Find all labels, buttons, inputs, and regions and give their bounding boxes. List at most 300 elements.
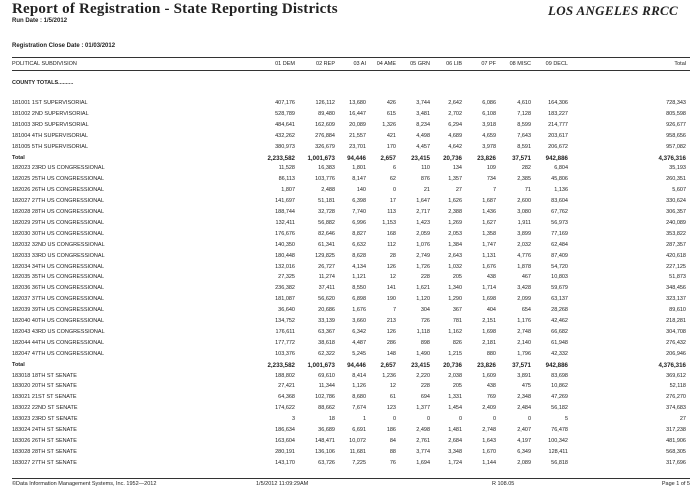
column-header-c1: 01 DEM [275, 61, 295, 67]
row-value: 467 [521, 274, 531, 281]
row-value: 781 [452, 318, 462, 324]
row-value: 1,290 [448, 296, 462, 303]
row-value: 4,776 [517, 252, 531, 259]
row-value: 1,726 [416, 263, 430, 270]
row-value: 0 [527, 416, 531, 423]
row-value: 5,607 [672, 187, 686, 194]
table-row [12, 187, 690, 196]
row-value: 2,409 [482, 405, 496, 412]
row-value: 1,698 [482, 328, 496, 335]
row-value: 369,612 [666, 372, 686, 379]
row-value: 1,032 [448, 263, 462, 270]
row-value: 8,628 [352, 252, 366, 259]
row-value: 63,726 [318, 459, 335, 466]
row-value: 26,727 [318, 263, 335, 270]
row-value: 4,376,316 [658, 154, 686, 162]
row-value: 276,270 [666, 394, 686, 401]
row-value: 61,341 [318, 241, 335, 248]
row-value: 103,776 [315, 176, 335, 183]
row-value: 1,698 [482, 296, 496, 303]
row-value: 11,344 [318, 383, 335, 390]
row-value: 20,736 [443, 154, 462, 162]
footer-report-id: R 108.05 [492, 481, 515, 487]
table-row [12, 165, 690, 174]
row-value: 317,696 [666, 459, 686, 466]
row-value: 6,108 [482, 110, 496, 117]
organization-name: LOS ANGELES RRCC [547, 3, 678, 18]
row-label: 182036 36TH US CONGRESSIONAL [12, 285, 105, 292]
row-value: 1,340 [448, 285, 462, 292]
table-row [12, 329, 690, 338]
row-value: 2,761 [416, 437, 430, 444]
row-label: 183022 22ND ST SENATE [12, 405, 78, 412]
row-value: 3,891 [517, 372, 531, 379]
row-value: 62,484 [551, 241, 568, 248]
row-value: 190 [386, 296, 396, 303]
row-value: 10,862 [551, 383, 568, 390]
row-value: 942,886 [545, 361, 568, 369]
row-value: 957,082 [666, 143, 686, 150]
row-value: 136,106 [315, 448, 335, 455]
row-value: 282 [521, 165, 531, 172]
table-row [12, 285, 690, 294]
row-value: 69,610 [318, 372, 335, 379]
report-title: Report of Registration - State Reporting Districts [12, 1, 338, 17]
row-value: 218,281 [666, 318, 686, 324]
row-label: 182025 25TH US CONGRESSIONAL [12, 176, 105, 183]
row-value: 694 [420, 394, 430, 401]
row-value: 42,332 [551, 350, 568, 357]
row-label: 183023 23RD ST SENATE [12, 416, 78, 423]
row-value: 1,326 [382, 121, 396, 128]
row-value: 0 [392, 187, 396, 194]
row-value: 1,118 [416, 328, 430, 335]
row-value: 4,642 [448, 143, 462, 150]
row-value: 1,153 [382, 219, 396, 226]
row-value: 2,717 [416, 209, 430, 215]
row-value: 2,220 [416, 372, 430, 379]
close-date-value: 01/03/2012 [85, 43, 116, 49]
row-label: 181005 5TH SUPERVISORIAL [12, 143, 89, 150]
row-value: 481,906 [666, 437, 686, 444]
row-value: 23,415 [411, 154, 430, 162]
row-value: 128,411 [548, 448, 568, 455]
row-value: 484,641 [275, 121, 295, 128]
row-value: 177,772 [275, 339, 295, 346]
row-value: 1,236 [382, 372, 396, 379]
row-value: 1,621 [416, 285, 430, 292]
row-value: 769 [486, 394, 496, 401]
row-value: 280,191 [275, 448, 295, 455]
row-value: 27 [679, 416, 686, 423]
row-label: 182029 29TH US CONGRESSIONAL [12, 219, 105, 226]
row-label: 182035 35TH US CONGRESSIONAL [12, 274, 105, 281]
row-value: 66,682 [551, 328, 568, 335]
row-value: 4,498 [416, 132, 430, 139]
row-value: 8,591 [517, 143, 531, 150]
row-value: 2,038 [448, 372, 462, 379]
row-value: 1,001,673 [307, 361, 335, 369]
row-value: 6,996 [352, 219, 366, 226]
row-value: 4,487 [352, 339, 366, 346]
footer-timestamp: 1/5/2012 11:09:29AM [256, 481, 309, 487]
row-value: 36,689 [318, 427, 335, 433]
table-row [12, 416, 690, 425]
row-value: 148 [386, 350, 396, 357]
row-value: 1,423 [416, 219, 430, 226]
row-value: 6,349 [517, 448, 531, 455]
row-value: 2,407 [517, 427, 531, 433]
row-value: 103,376 [275, 350, 295, 357]
row-value: 1,609 [482, 372, 496, 379]
row-value: 2,484 [517, 405, 531, 412]
row-value: 3,080 [517, 209, 531, 215]
row-label: 183020 20TH ST SENATE [12, 383, 77, 390]
row-value: 71 [524, 187, 531, 194]
row-value: 148,471 [315, 437, 335, 444]
row-value: 6,086 [482, 100, 496, 106]
row-value: 188,744 [275, 209, 295, 215]
row-value: 62 [389, 176, 396, 183]
table-row [12, 394, 690, 403]
row-value: 1,878 [517, 263, 531, 270]
row-value: 188,802 [275, 372, 295, 379]
row-value: 27,325 [278, 274, 295, 281]
row-label: 182023 23RD US CONGRESSIONAL [12, 165, 105, 172]
row-value: 4,376,316 [658, 361, 686, 369]
row-label: 182032 32ND US CONGRESSIONAL [12, 241, 105, 248]
table-row [12, 373, 690, 382]
row-value: 438 [486, 383, 496, 390]
row-label: Total [12, 361, 25, 368]
row-value: 82,646 [318, 230, 335, 237]
row-value: 102,786 [315, 394, 335, 401]
row-value: 1,676 [482, 263, 496, 270]
row-value: 63,367 [318, 328, 335, 335]
column-header-c10: Total [674, 61, 686, 67]
row-value: 16,383 [318, 165, 335, 172]
row-value: 180,448 [275, 252, 295, 259]
row-value: 176,611 [275, 328, 295, 335]
row-value: 4,134 [352, 263, 366, 270]
row-value: 3,481 [416, 110, 430, 117]
table-row [12, 383, 690, 392]
row-value: 56,882 [318, 219, 335, 226]
row-value: 1,121 [352, 274, 366, 281]
run-date-line [12, 18, 67, 24]
row-value: 380,973 [275, 143, 295, 150]
row-value: 615 [386, 110, 396, 117]
table-row [12, 351, 690, 360]
row-value: 426 [386, 100, 396, 106]
row-value: 113 [387, 209, 396, 215]
row-value: 56,620 [318, 296, 335, 303]
row-value: 8,147 [352, 176, 366, 183]
row-value: 1,694 [416, 459, 430, 466]
row-value: 63,137 [551, 296, 568, 303]
row-value: 1,001,673 [307, 154, 335, 162]
row-value: 62,322 [318, 350, 335, 357]
row-value: 404 [486, 307, 496, 314]
table-row [12, 122, 690, 131]
row-value: 2,151 [482, 318, 496, 324]
row-value: 1,215 [448, 350, 462, 357]
row-value: 17 [389, 198, 396, 205]
row-value: 1,911 [517, 219, 531, 226]
row-value: 59,679 [551, 285, 568, 292]
row-value: 140 [356, 187, 366, 194]
row-value: 2,748 [482, 427, 496, 433]
row-value: 51,181 [318, 198, 335, 205]
row-value: 323,137 [666, 296, 686, 303]
table-row [12, 144, 690, 153]
row-value: 3,744 [416, 100, 430, 106]
row-value: 1,627 [482, 219, 496, 226]
row-value: 2,032 [517, 241, 531, 248]
row-label: 182047 47TH US CONGRESSIONAL [12, 350, 105, 357]
row-value: 168 [386, 230, 396, 237]
row-value: 20,686 [318, 307, 335, 314]
row-value: 1,670 [482, 448, 496, 455]
row-value: 228 [420, 274, 430, 281]
row-value: 942,886 [545, 154, 568, 162]
table-row [12, 427, 690, 436]
row-value: 7,674 [352, 405, 366, 412]
row-value: 23,701 [349, 143, 366, 150]
row-value: 11,274 [318, 274, 335, 281]
row-value: 1,796 [517, 350, 531, 357]
row-value: 2,059 [416, 230, 430, 237]
row-label: 183018 18TH ST SENATE [12, 372, 77, 379]
row-value: 181,087 [275, 296, 295, 303]
row-value: 348,456 [666, 285, 686, 292]
row-value: 2,684 [448, 437, 462, 444]
row-value: 0 [458, 416, 462, 423]
row-value: 83,698 [551, 372, 568, 379]
row-value: 2,385 [517, 176, 531, 183]
row-value: 880 [486, 350, 496, 357]
row-value: 12 [389, 274, 396, 281]
row-value: 126 [386, 263, 396, 270]
row-value: 2,140 [517, 339, 531, 346]
row-value: 6,691 [352, 427, 366, 433]
row-value: 203,617 [548, 132, 568, 139]
row-label: 182040 40TH US CONGRESSIONAL [12, 318, 105, 324]
row-value: 2,348 [517, 394, 531, 401]
table-total-row [12, 155, 690, 164]
row-label: 183027 27TH ST SENATE [12, 459, 77, 466]
row-value: 3,978 [482, 143, 496, 150]
table-row [12, 176, 690, 185]
footer-page-number: Page 1 of 5 [661, 481, 690, 487]
row-value: 162,609 [315, 121, 335, 128]
row-value: 76,478 [551, 427, 568, 433]
row-value: 2,643 [448, 252, 462, 259]
row-value: 236,382 [275, 285, 295, 292]
row-value: 3,348 [448, 448, 462, 455]
row-value: 2,181 [482, 339, 496, 346]
row-value: 76 [389, 459, 396, 466]
row-label: Total [12, 154, 25, 161]
table-row [12, 209, 690, 218]
row-value: 84 [389, 437, 396, 444]
close-date-label: Registration Close Date : [12, 43, 84, 49]
row-value: 1,454 [448, 405, 462, 412]
table-row [12, 264, 690, 273]
section-label-county-totals: COUNTY TOTALS.......... [12, 80, 74, 86]
row-value: 88 [389, 448, 396, 455]
row-value: 134,752 [275, 318, 295, 324]
table-row [12, 198, 690, 207]
row-value: 54,720 [551, 263, 568, 270]
row-value: 45,806 [551, 176, 568, 183]
row-value: 6,804 [554, 165, 568, 172]
table-row [12, 296, 690, 305]
row-value: 3,918 [482, 121, 496, 128]
row-value: 2,657 [380, 361, 396, 369]
row-value: 56,973 [551, 219, 568, 226]
row-value: 8,680 [352, 394, 366, 401]
run-date-label: Run Date : [12, 18, 42, 24]
footer-copyright: ©Data Information Management Systems, Inc. 1952—2012 [12, 481, 157, 487]
row-value: 33,139 [318, 318, 335, 324]
row-value: 2,053 [448, 230, 462, 237]
row-value: 27,421 [278, 383, 295, 390]
column-header-subdivision: POLITICAL SUBDIVISION [12, 61, 77, 67]
row-value: 4,457 [416, 143, 430, 150]
row-label: 183024 24TH ST SENATE [12, 427, 77, 433]
row-value: 0 [392, 416, 396, 423]
row-value: 88,662 [318, 405, 335, 412]
row-value: 170 [386, 143, 396, 150]
row-value: 4,659 [482, 132, 496, 139]
row-value: 13,680 [349, 100, 366, 106]
row-value: 213 [386, 318, 396, 324]
row-value: 1,747 [482, 241, 496, 248]
row-value: 304,708 [666, 328, 686, 335]
row-value: 8,414 [352, 372, 366, 379]
row-value: 2,657 [380, 154, 396, 162]
row-value: 1,131 [482, 252, 496, 259]
row-value: 420,618 [666, 252, 686, 259]
table-row [12, 100, 690, 109]
row-value: 421 [386, 132, 396, 139]
row-value: 330,624 [666, 198, 686, 205]
row-value: 654 [521, 307, 531, 314]
row-value: 141 [386, 285, 396, 292]
row-value: 8,234 [416, 121, 430, 128]
row-label: 183028 28TH ST SENATE [12, 448, 77, 455]
row-value: 27 [455, 187, 462, 194]
row-value: 1,687 [482, 198, 496, 205]
row-value: 958,656 [666, 132, 686, 139]
row-value: 7,740 [352, 209, 366, 215]
column-header-c5: 05 GRN [410, 61, 430, 67]
row-value: 94,446 [347, 361, 366, 369]
header-rule-top [12, 57, 690, 58]
row-value: 23,826 [477, 361, 496, 369]
row-value: 1,176 [517, 318, 531, 324]
row-value: 3,660 [352, 318, 366, 324]
row-value: 304 [420, 307, 430, 314]
row-value: 37,411 [318, 285, 335, 292]
row-value: 2,748 [517, 328, 531, 335]
row-value: 528,789 [275, 110, 295, 117]
row-value: 141,697 [275, 198, 295, 205]
row-label: 182033 33RD US CONGRESSIONAL [12, 252, 105, 259]
row-value: 183,227 [548, 110, 568, 117]
row-value: 326,679 [315, 143, 335, 150]
row-value: 83,604 [551, 198, 568, 205]
row-value: 1 [362, 416, 366, 423]
row-value: 7,225 [352, 459, 366, 466]
row-value: 2,233,582 [267, 154, 295, 162]
row-label: 181001 1ST SUPERVISORIAL [12, 100, 88, 106]
row-value: 21 [423, 187, 430, 194]
row-value: 876 [420, 176, 430, 183]
row-value: 1,136 [554, 187, 568, 194]
row-value: 475 [521, 383, 531, 390]
row-value: 432,262 [275, 132, 295, 139]
row-value: 28,268 [551, 307, 568, 314]
column-header-c8: 08 MISC [509, 61, 531, 67]
column-header-c7: 07 PF [481, 61, 496, 67]
row-value: 164,306 [548, 100, 568, 106]
row-value: 0 [426, 416, 430, 423]
row-value: 306,357 [666, 209, 686, 215]
row-value: 4,689 [448, 132, 462, 139]
row-value: 87,409 [551, 252, 568, 259]
row-value: 1,269 [448, 219, 462, 226]
row-value: 6,898 [352, 296, 366, 303]
row-value: 163,604 [275, 437, 295, 444]
row-value: 1,076 [416, 241, 430, 248]
row-value: 126,112 [315, 100, 335, 106]
row-value: 1,626 [448, 198, 462, 205]
table-row [12, 253, 690, 262]
row-label: 182039 39TH US CONGRESSIONAL [12, 307, 105, 314]
row-value: 2,388 [448, 209, 462, 215]
row-value: 42,462 [551, 318, 568, 324]
row-value: 2,099 [517, 296, 531, 303]
row-value: 1,357 [448, 176, 462, 183]
row-label: 183026 26TH ST SENATE [12, 437, 77, 444]
row-value: 1,358 [482, 230, 496, 237]
row-value: 3,774 [416, 448, 430, 455]
row-label: 182044 44TH US CONGRESSIONAL [12, 339, 105, 346]
row-value: 3,899 [517, 230, 531, 237]
row-value: 1,714 [482, 285, 496, 292]
row-value: 1,801 [352, 165, 366, 172]
row-value: 61,948 [551, 339, 568, 346]
row-value: 206,946 [666, 350, 686, 357]
row-value: 1,724 [448, 459, 462, 466]
row-value: 12 [389, 383, 396, 390]
row-value: 36,640 [278, 307, 295, 314]
row-value: 5 [564, 416, 568, 423]
row-value: 143,170 [275, 459, 295, 466]
row-value: 287,357 [666, 241, 686, 248]
row-value: 240,089 [666, 219, 686, 226]
column-header-c4: 04 AME [376, 61, 396, 67]
row-value: 407,176 [275, 100, 295, 106]
row-value: 1,481 [448, 427, 462, 433]
row-value: 89,480 [318, 110, 335, 117]
row-value: 7,643 [517, 132, 531, 139]
row-value: 7,128 [517, 110, 531, 117]
row-value: 6 [392, 165, 396, 172]
row-value: 1,647 [416, 198, 430, 205]
